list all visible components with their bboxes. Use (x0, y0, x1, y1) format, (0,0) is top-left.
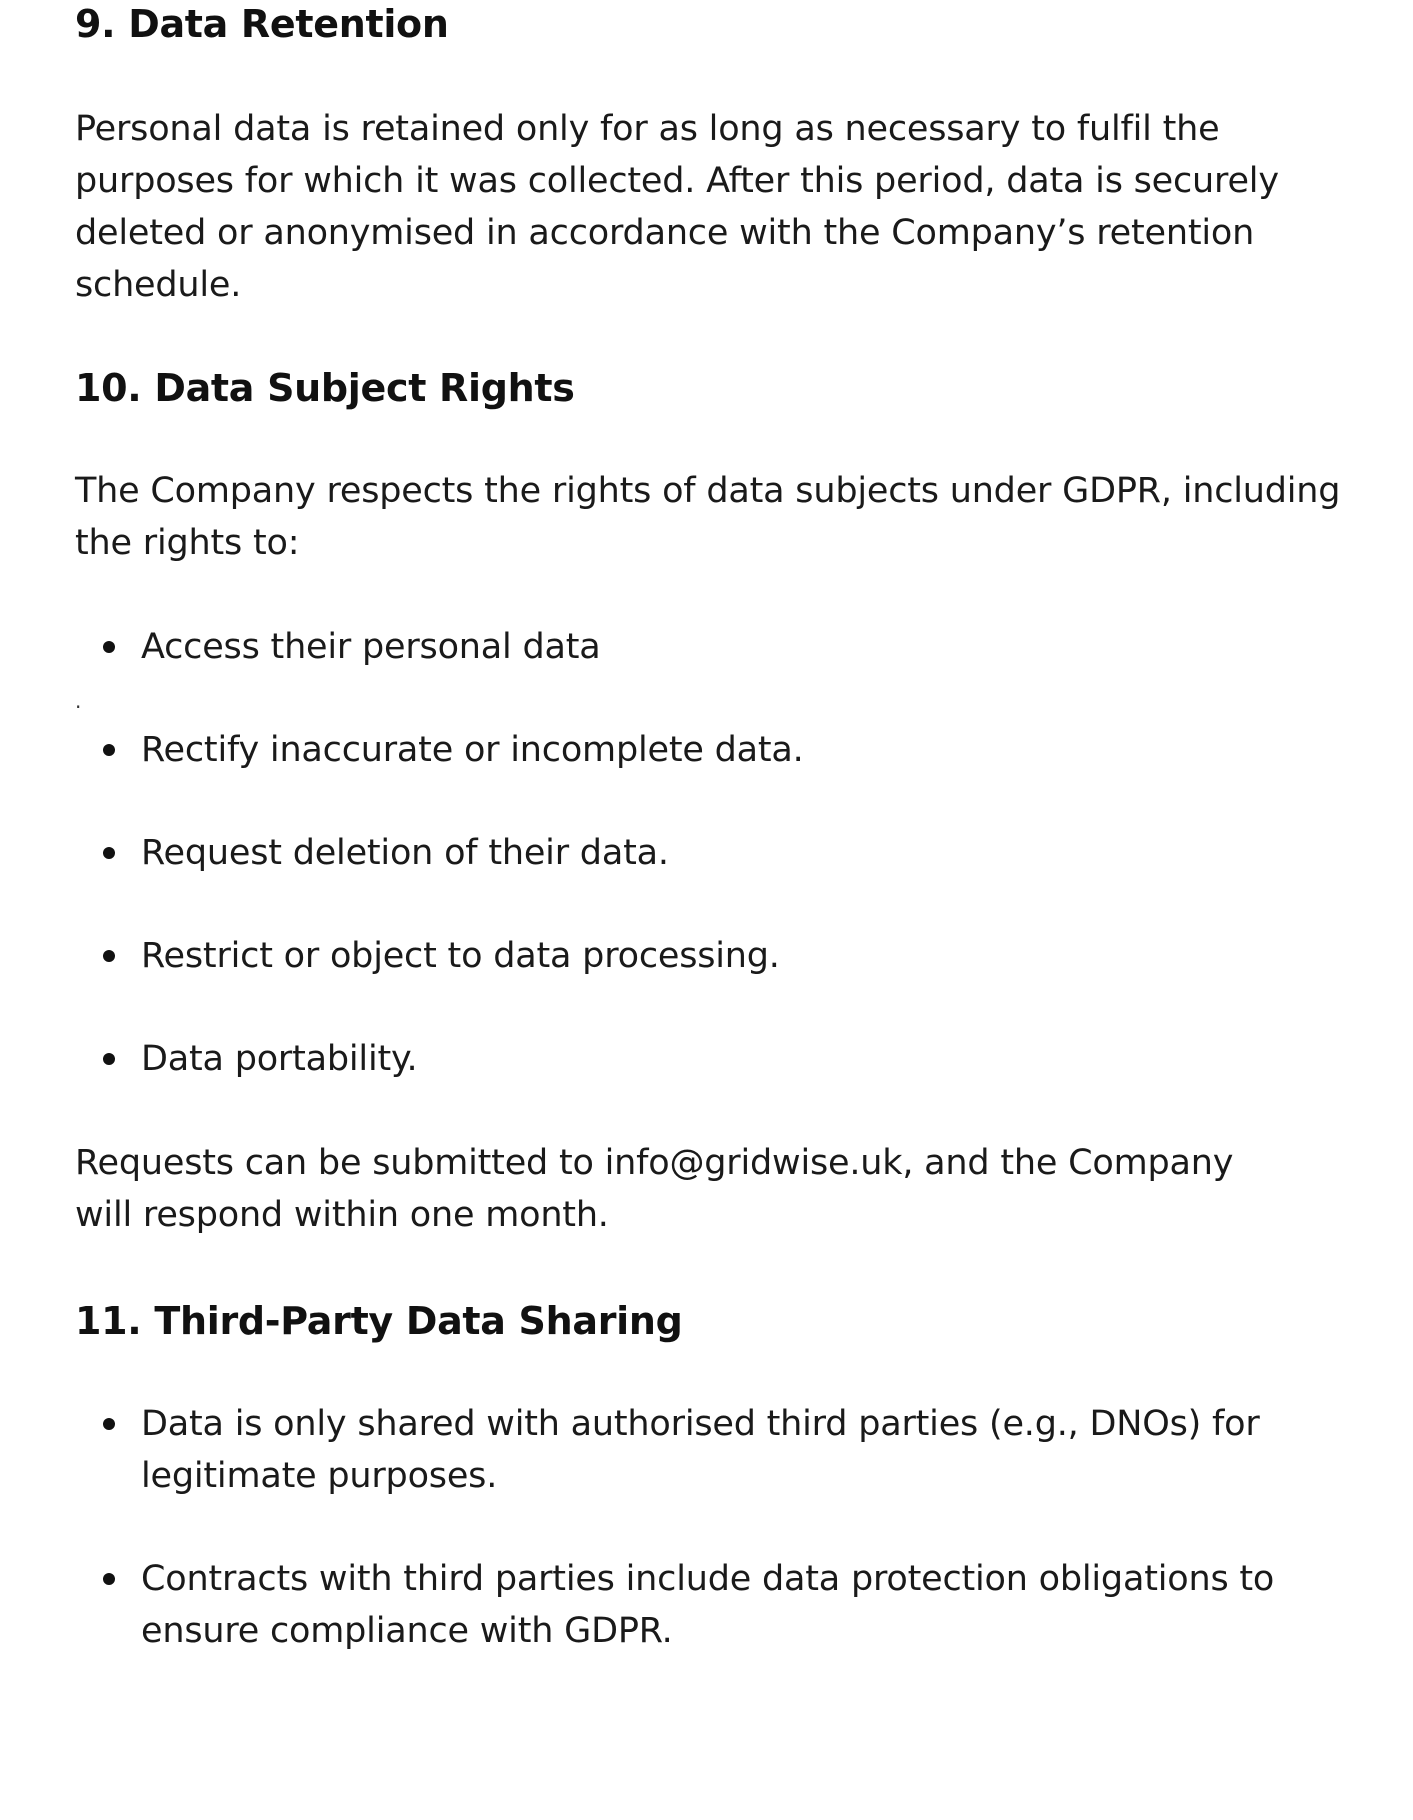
data-retention-paragraph: Personal data is retained only for as long as necessary to fulfil the purposes for which it was collected. After this period, data is securely deleted or anonymised in accordance with the Company’s retention schedule. (75, 109, 1279, 305)
bullet-icon (103, 950, 115, 962)
list-item-text: Data portability. (141, 1039, 418, 1079)
list-item (75, 621, 1345, 673)
list-item-text: Contracts with third parties include data protection obligations to ensure compliance with GDPR. (141, 1559, 1275, 1651)
list-item (75, 827, 1345, 879)
bullet-icon (103, 641, 115, 653)
list-item-text: Request deletion of their data. (141, 833, 669, 873)
data-subject-rights-closing: Requests can be submitted to info@gridwise.uk, and the Company will respond within one month. (75, 1143, 1234, 1235)
section-heading-data-subject-rights: 10. Data Subject Rights (75, 366, 575, 410)
bullet-icon (103, 847, 115, 859)
bullet-icon (103, 744, 115, 756)
bullet-icon (103, 1053, 115, 1065)
data-subject-rights-intro: The Company respects the rights of data subjects under GDPR, including the rights to: (75, 471, 1341, 563)
list-item (75, 1553, 1345, 1657)
list-item-text: Rectify inaccurate or incomplete data. (141, 730, 804, 770)
list-item (75, 1398, 1345, 1502)
list-item-text: Restrict or object to data processing. (141, 936, 780, 976)
list-item (75, 930, 1345, 982)
list-item-text: Data is only shared with authorised third parties (e.g., DNOs) for legitimate purposes. (141, 1404, 1260, 1496)
list-item (75, 1033, 1345, 1085)
list-item-text: Access their personal data (141, 627, 601, 667)
section-heading-third-party-data-sharing: 11. Third-Party Data Sharing (75, 1299, 683, 1343)
list-item (75, 724, 1345, 776)
bullet-icon (103, 1418, 115, 1430)
section-heading-data-retention: 9. Data Retention (75, 2, 449, 46)
bullet-icon (103, 1573, 115, 1585)
stray-mark: . (75, 689, 82, 713)
